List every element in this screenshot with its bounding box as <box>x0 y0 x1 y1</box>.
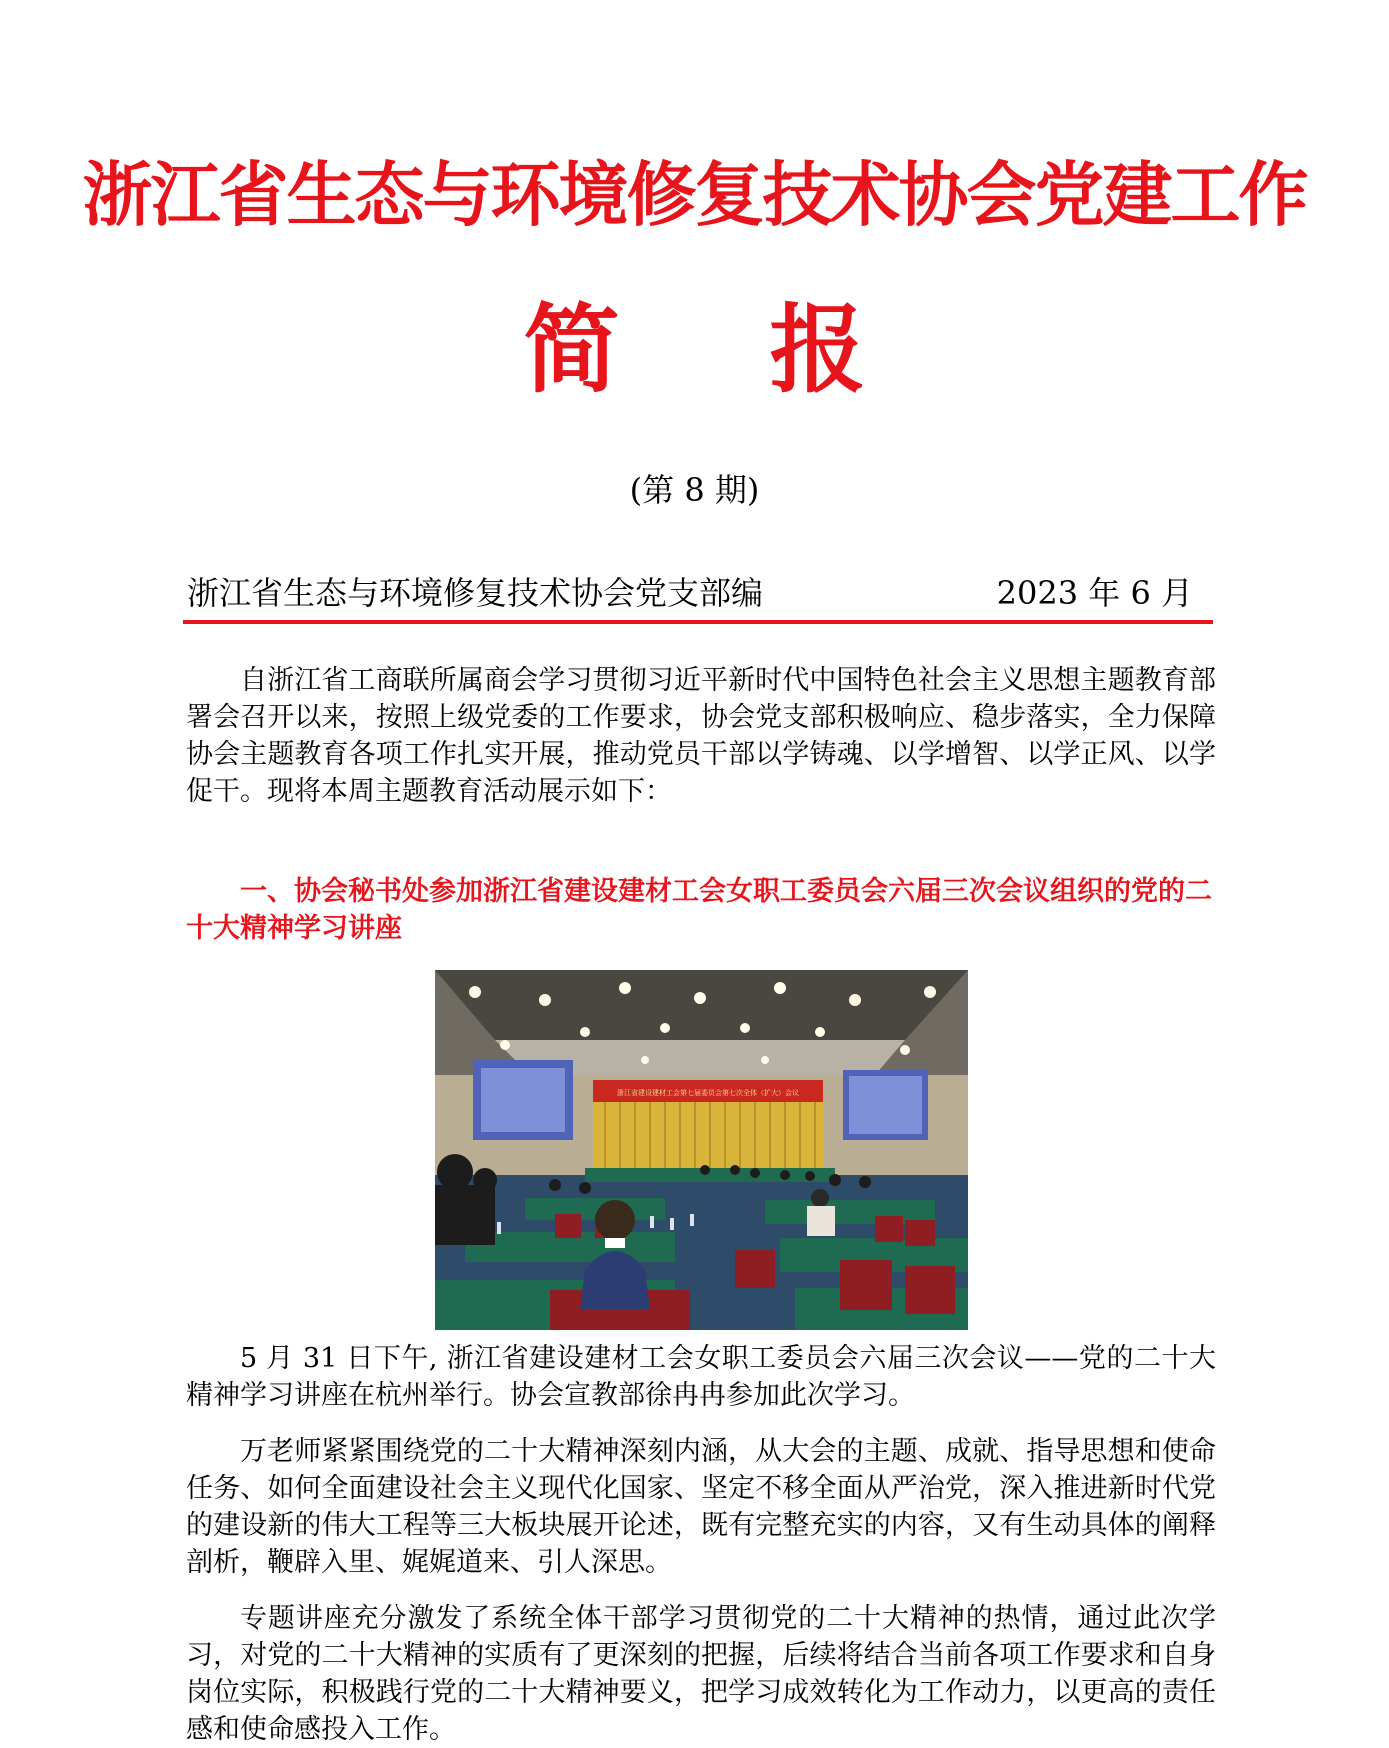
issue-number: (第 8 期) <box>629 471 760 509</box>
masthead <box>183 570 1213 620</box>
document-subtitle: 简报 <box>523 294 1016 406</box>
red-divider <box>183 620 1213 624</box>
paragraph-1: 5 月 31 日下午, 浙江省建设建材工会女职工委员会六届三次会议——党的二十大精神学习讲座在杭州举行。协会宣教部徐冉冉参加此次学习。 <box>186 1343 1216 1411</box>
stage-banner-text: 浙江省建设建材工会第七届委员会第七次全体（扩大）会议 <box>617 1089 799 1097</box>
paragraph-2: 万老师紧紧围绕党的二十大精神深刻内涵，从大会的主题、成就、指导思想和使命任务、如何全面建设社会主义现代化国家、坚定不移全面从严治党，深入推进新时代党的建设新的伟大工程等三大板块展开论述，既有完整充实的内容，又有生动具体的阐释剖析，鞭辟入里、娓娓道来、引人深思。 <box>186 1436 1216 1578</box>
meeting-photo <box>435 970 968 1330</box>
intro-paragraph: 自浙江省工商联所属商会学习贯彻习近平新时代中国特色社会主义思想主题教育部署会召开以来，按照上级党委的工作要求，协会党支部积极响应、稳步落实，全力保障协会主题教育各项工作扎实开展，推动党员干部以学铸魂、以学增智、以学正风、以学促干。现将本周主题教育活动展示如下： <box>186 665 1216 807</box>
editor-line: 浙江省生态与环境修复技术协会党支部编 <box>187 574 764 612</box>
document-title: 浙江省生态与环境修复技术协会党建工作 <box>82 154 1307 236</box>
paragraph-3: 专题讲座充分激发了系统全体干部学习贯彻党的二十大精神的热情，通过此次学习，对党的二十大精神的实质有了更深刻的把握，后续将结合当前各项工作要求和自身岗位实际，积极践行党的二十大精神要义，把学习成效转化为工作动力，以更高的责任感和使命感投入工作。 <box>186 1603 1216 1745</box>
issue-date: 2023 年 6 月 <box>996 574 1193 612</box>
section-heading: 一、协会秘书处参加浙江省建设建材工会女职工委员会六届三次会议组织的党的二十大精神学习讲座 <box>186 876 1212 944</box>
